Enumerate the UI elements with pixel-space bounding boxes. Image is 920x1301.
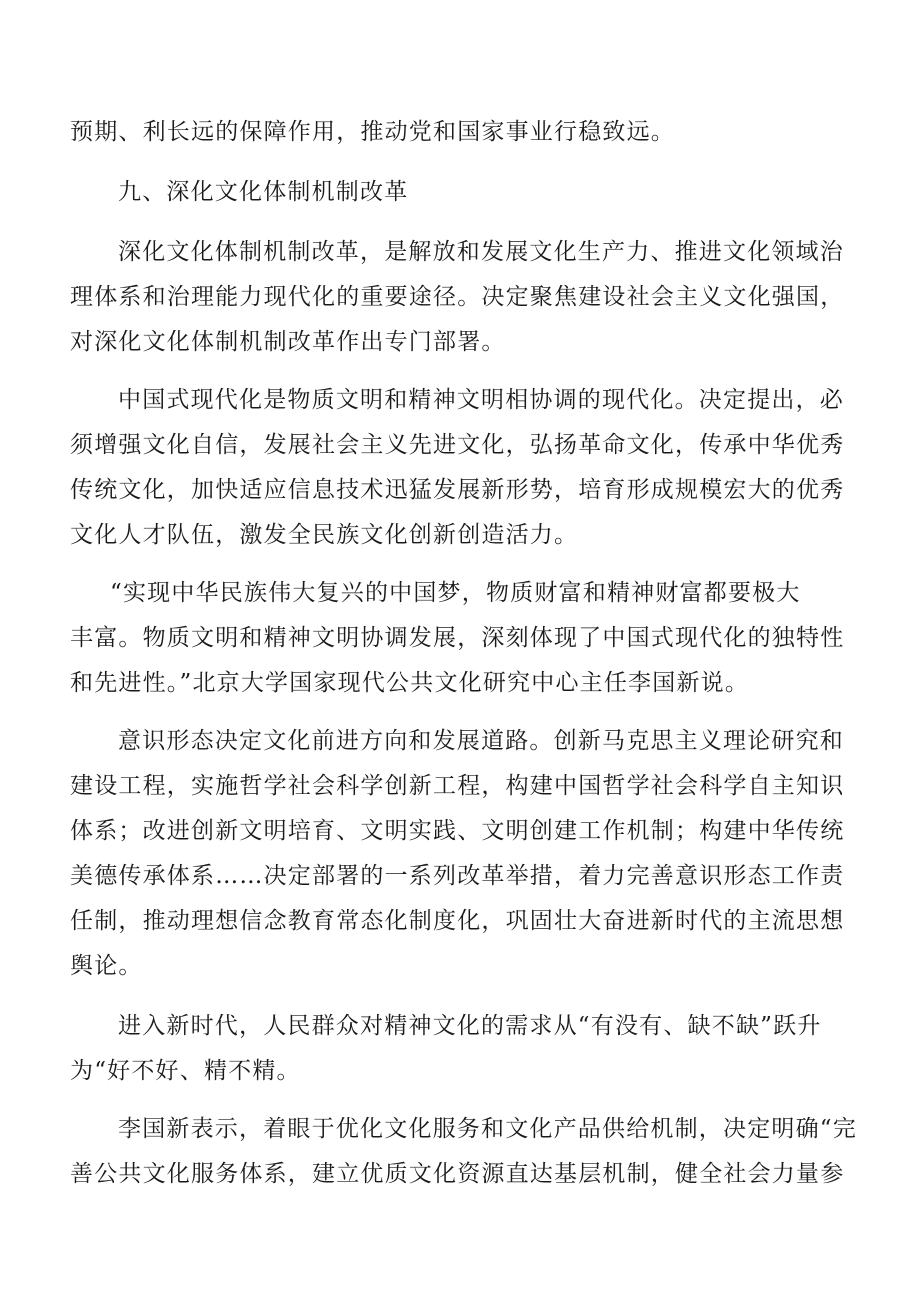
paragraph-line: 任制，推动理想信念教育常态化制度化，巩固壮大奋进新时代的主流思想 [70,908,845,934]
paragraph-line: 善公共文化服务体系，建立优质文化资源直达基层机制，健全社会力量参 [70,1161,845,1187]
paragraph-line: 预期、利长远的保障作用，推动党和国家事业行稳致远。 [70,119,675,145]
paragraph-line: 意识形态决定文化前进方向和发展道路。创新马克思主义理论研究和 [118,728,844,754]
paragraph-line: 对深化文化体制机制改革作出专门部署。 [70,329,506,355]
paragraph-line: 文化人才队伍，激发全民族文化创新创造活力。 [70,522,579,548]
paragraph-line: 为“好不好、精不精。 [70,1058,301,1084]
paragraph-line: 须增强文化自信，发展社会主义先进文化，弘扬革命文化，传承中华优秀 [70,432,845,458]
paragraph-line: 李国新表示，着眼于优化文化服务和文化产品供给机制，决定明确“完 [118,1116,857,1142]
paragraph-line: 建设工程，实施哲学社会科学创新工程，构建中国哲学社会科学自主知识 [70,773,845,799]
paragraph-line: 理体系和治理能力现代化的重要途径。决定聚焦建设社会主义文化强国， [70,284,845,310]
paragraph-line: 中国式现代化是物质文明和精神文明相协调的现代化。决定提出，必 [118,387,844,413]
paragraph-line: “实现中华民族伟大复兴的中国梦，物质财富和精神财富都要极大 [110,580,801,606]
paragraph-line: 体系；改进创新文明培育、文明实践、文明创建工作机制；构建中华传统 [70,818,845,844]
paragraph-line: 传统文化，加快适应信息技术迅猛发展新形势，培育形成规模宏大的优秀 [70,477,845,503]
paragraph-line: 舆论。 [70,953,143,979]
paragraph-line: 进入新时代，人民群众对精神文化的需求从“有没有、缺不缺”跃升 [118,1013,822,1039]
paragraph-line: 美德传承体系……决定部署的一系列改革举措，着力完善意识形态工作责 [70,863,845,889]
paragraph-line: 和先进性。”北京大学国家现代公共文化研究中心主任李国新说。 [70,670,750,696]
section-heading: 九、深化文化体制机制改革 [118,179,409,205]
paragraph-line: 丰富。物质文明和精神文明协调发展，深刻体现了中国式现代化的独特性 [70,625,845,651]
paragraph-line: 深化文化体制机制改革，是解放和发展文化生产力、推进文化领域治 [118,239,844,265]
